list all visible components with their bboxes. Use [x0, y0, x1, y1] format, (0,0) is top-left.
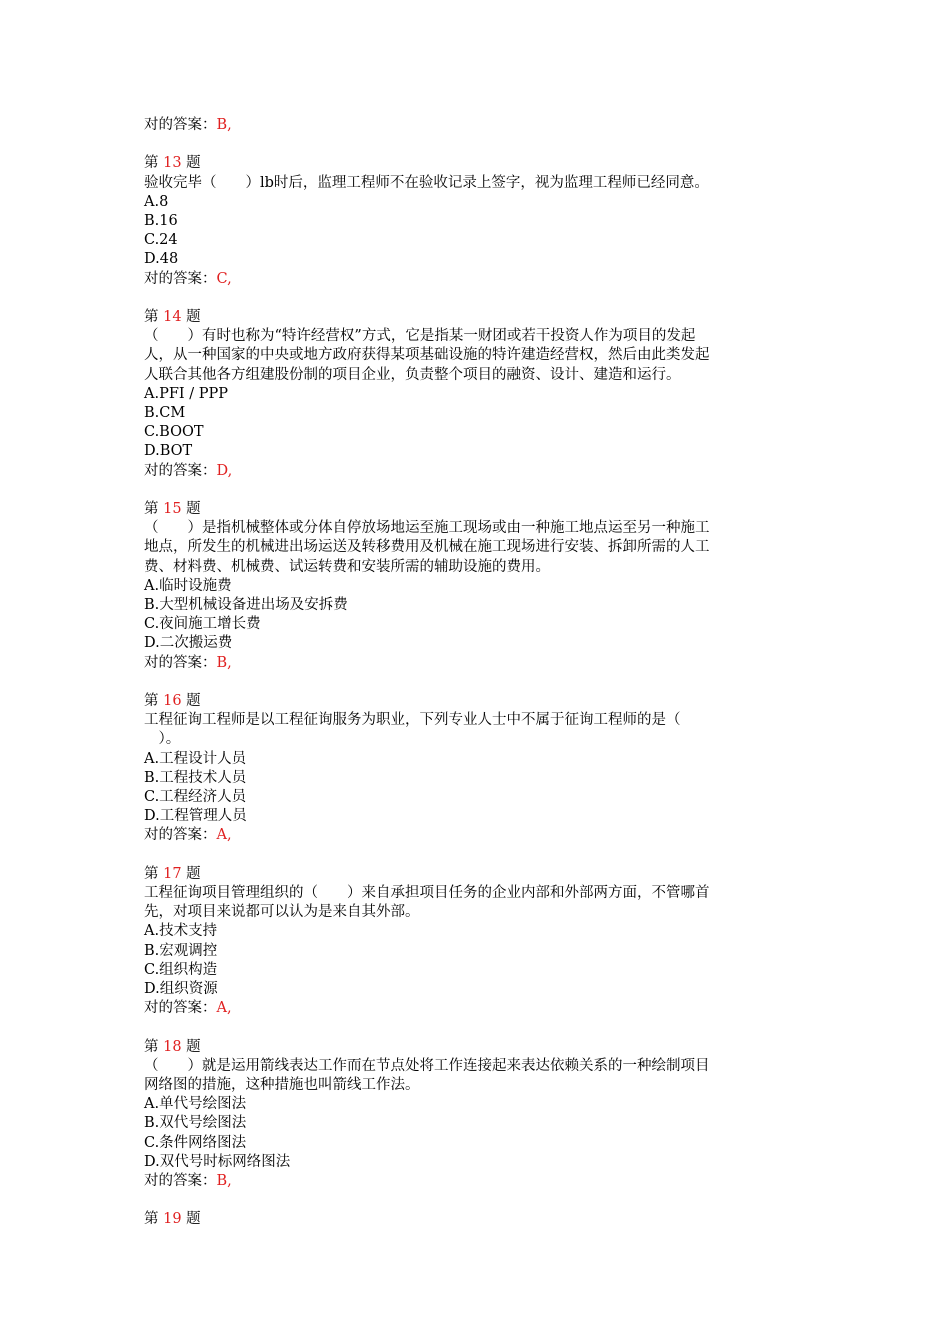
- spacer: [144, 1191, 804, 1210]
- answer-option: A.技术支持: [144, 923, 218, 940]
- question-heading: [144, 154, 804, 173]
- answer-option: B.双代号绘图法: [144, 1115, 247, 1132]
- answer-value: D,: [216, 462, 233, 479]
- answer-option: C.BOOT: [144, 424, 204, 441]
- question-heading: [144, 865, 804, 884]
- question-stem-line: 工程征询工程师是以工程征询服务为职业，下列专业人士中不属于征询工程师的是（: [144, 712, 681, 729]
- answer-option: D.48: [144, 251, 179, 268]
- exam-content: [144, 116, 804, 1230]
- question-heading: [144, 692, 804, 711]
- question-block: [144, 692, 804, 865]
- question-number: 13: [163, 155, 182, 172]
- spacer: [144, 673, 804, 692]
- spacer: [144, 1018, 804, 1037]
- question-heading: [144, 1038, 804, 1057]
- answer-option: D.工程管理人员: [144, 808, 247, 825]
- answer-option: A.单代号绘图法: [144, 1096, 247, 1113]
- question-heading: [144, 308, 804, 327]
- spacer: [144, 481, 804, 500]
- question-suffix: 题: [186, 693, 201, 710]
- question-list: [144, 154, 804, 1210]
- question-block: [144, 500, 804, 692]
- question-number: 17: [163, 865, 182, 882]
- answer-value: A,: [216, 1000, 232, 1017]
- question-prefix: 第: [144, 309, 159, 325]
- answer-label: 对的答案：: [144, 117, 217, 133]
- answer-option: D.二次搬运费: [144, 635, 233, 652]
- answer-option: C.工程经济人员: [144, 789, 247, 806]
- answer-value: B,: [216, 1173, 232, 1190]
- answer-option: A.8: [144, 193, 169, 210]
- question-stem-line: （ ）是指机械整体或分体自停放场地运至施工现场或由一种施工地点运至另一种施工: [144, 520, 710, 537]
- question-prefix: 第: [144, 501, 159, 518]
- question-suffix: 题: [186, 501, 201, 518]
- spacer: [144, 135, 804, 154]
- answer-option: C.24: [144, 232, 178, 249]
- question-number: 16: [163, 693, 182, 710]
- answer-option: A.工程设计人员: [144, 750, 247, 767]
- question-block: [144, 1038, 804, 1211]
- answer-option: B.CM: [144, 405, 186, 422]
- question-stem-line: 网络图的措施，这种措施也叫箭线工作法。: [144, 1077, 420, 1094]
- correct-answer: [144, 270, 804, 289]
- question-suffix: 题: [186, 865, 201, 882]
- question-heading-trailing: [144, 1210, 804, 1229]
- spacer: [144, 846, 804, 865]
- answer-label: 对的答案：: [144, 827, 217, 844]
- question-heading: [144, 500, 804, 519]
- correct-answer: [144, 826, 804, 845]
- question-block: [144, 308, 804, 500]
- page-lead-answer: [144, 116, 804, 135]
- question-stem-line: 人联合其他各方组建股份制的项目企业，负责整个项目的融资、设计、建造和运行。: [144, 366, 681, 383]
- answer-value: A,: [216, 827, 232, 844]
- answer-option: D.组织资源: [144, 981, 218, 998]
- question-stem-line: 先，对项目来说都可以认为是来自其外部。: [144, 904, 420, 921]
- answer-option: C.组织构造: [144, 961, 218, 978]
- question-stem-line: 地点，所发生的机械进出场运送及转移费用及机械在施工现场进行安装、拆卸所需的人工: [144, 539, 710, 556]
- question-stem-line: 费、材料费、机械费、试运转费和安装所需的辅助设施的费用。: [144, 558, 550, 575]
- answer-label: 对的答案：: [144, 1000, 217, 1017]
- question-prefix: 第: [144, 865, 159, 882]
- question-stem-line: （ ）就是运用箭线表达工作而在节点处将工作连接起来表达依赖关系的一种绘制项目: [144, 1057, 710, 1074]
- correct-answer: [144, 654, 804, 673]
- answer-option: A.PFI / PPP: [144, 385, 228, 402]
- answer-option: A.临时设施费: [144, 577, 232, 594]
- answer-label: 对的答案：: [144, 462, 217, 479]
- question-number: 15: [163, 501, 182, 518]
- question-suffix: 题: [186, 309, 201, 325]
- question-number: 19: [163, 1211, 182, 1228]
- answer-label: 对的答案：: [144, 1173, 217, 1190]
- answer-option: D.BOT: [144, 443, 193, 460]
- question-prefix: 第: [144, 1038, 159, 1055]
- answer-option: C.条件网络图法: [144, 1134, 247, 1151]
- question-block: [144, 154, 804, 308]
- answer-value: C,: [216, 270, 232, 287]
- question-stem-line: ）。: [144, 731, 181, 748]
- spacer: [144, 289, 804, 308]
- question-stem-line: 验收完毕（ ）lb时后，监理工程师不在验收记录上签字，视为监理工程师已经同意。: [144, 174, 709, 191]
- question-prefix: 第: [144, 1211, 159, 1228]
- answer-option: B.大型机械设备进出场及安拆费: [144, 597, 348, 614]
- correct-answer: [144, 999, 804, 1018]
- answer-label: 对的答案：: [144, 654, 217, 671]
- question-stem-line: 人，从一种国家的中央或地方政府获得某项基础设施的特许建造经营权，然后由此类发起: [144, 347, 710, 364]
- question-suffix: 题: [186, 1038, 201, 1055]
- question-suffix: 题: [186, 1211, 201, 1228]
- answer-option: B.宏观调控: [144, 942, 218, 959]
- correct-answer: [144, 1172, 804, 1191]
- question-stem-line: （ ）有时也称为“特许经营权”方式，它是指某一财团或若干投资人作为项目的发起: [144, 328, 696, 345]
- question-prefix: 第: [144, 693, 159, 710]
- question-block: [144, 865, 804, 1038]
- answer-value: B,: [216, 654, 232, 671]
- answer-label: 对的答案：: [144, 270, 217, 287]
- question-prefix: 第: [144, 155, 159, 172]
- question-suffix: 题: [186, 155, 201, 172]
- answer-option: D.双代号时标网络图法: [144, 1153, 291, 1170]
- correct-answer: [144, 462, 804, 481]
- answer-option: B.工程技术人员: [144, 769, 247, 786]
- question-number: 18: [163, 1038, 182, 1055]
- answer-value: B,: [216, 117, 232, 133]
- answer-option: C.夜间施工增长费: [144, 616, 261, 633]
- answer-option: B.16: [144, 213, 178, 229]
- question-number: 14: [163, 309, 182, 325]
- question-stem-line: 工程征询项目管理组织的（ ）来自承担项目任务的企业内部和外部两方面，不管哪首: [144, 885, 710, 902]
